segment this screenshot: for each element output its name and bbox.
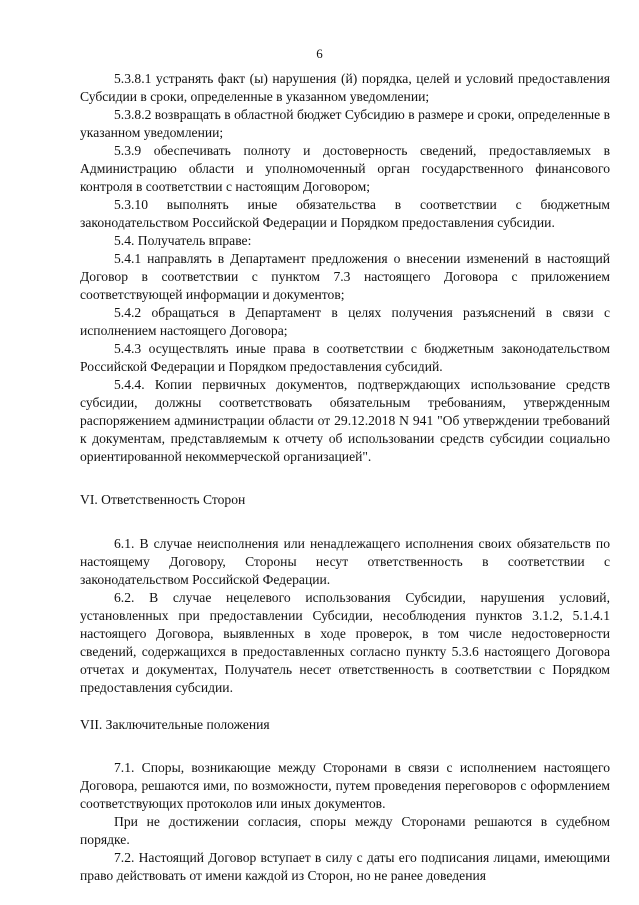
section-heading-final-provisions: VII. Заключительные положения — [80, 717, 270, 732]
paragraph: 5.4.1 направлять в Департамент предложения о внесении изменений в настоящий Договор в соответствии с пунктом 7.3 настоящего Договора с приложением соответствующей информации и документов; — [80, 251, 610, 302]
paragraph: 5.3.8.2 возвращать в областной бюджет Субсидию в размере и сроки, определенные в указанном уведомлении; — [80, 107, 610, 140]
paragraph: 5.4.3 осуществлять иные права в соответствии с бюджетным законодательством Российской Федерации и Порядком предоставления субсидий. — [80, 341, 610, 374]
paragraph: 6.2. В случае нецелевого использования Субсидии, нарушения условий, установленных при предоставлении Субсидии, несоблюдения пунктов 3.1.2, 5.1.4.1 настоящего Договора, выявленных в ходе проверок, в том числе недостоверности сведений, содержащихся в предоставленных согласно пункту 5.3.6 настоящего Договора отчетах и документах, Получатель несет ответственность в соответствии с Порядком предоставления субсидии. — [80, 590, 610, 695]
document-body — [80, 70, 610, 885]
paragraph: 5.4. Получатель вправе: — [114, 233, 252, 248]
paragraph: 5.3.9 обеспечивать полноту и достоверность сведений, предоставляемых в Администрацию области и уполномоченный орган государственного финансового контроля в соответствии с настоящим Договором; — [80, 143, 610, 194]
paragraph: 7.2. Настоящий Договор вступает в силу с даты его подписания лицами, имеющими право действовать от имени каждой из Сторон, но не ранее доведения — [80, 850, 610, 883]
section-heading-responsibility: VI. Ответственность Сторон — [80, 492, 246, 507]
paragraph: 6.1. В случае неисполнения или ненадлежащего исполнения своих обязательств по настоящему Договору, Стороны несут ответственность в соответствии с законодательством Российской Федерации. — [80, 536, 610, 587]
page-number: 6 — [316, 46, 323, 61]
paragraph: 5.4.2 обращаться в Департамент в целях получения разъяснений в связи с исполнением настоящего Договора; — [80, 305, 610, 338]
paragraph: 5.4.4. Копии первичных документов, подтверждающих использование средств субсидии, должны соответствовать обязательным требованиям, утвержденным распоряжением администрации области от 29.12.2018 N 941 "Об утверждении требований к документам, представляемым к отчету об использовании средств субсидии социально ориентированной некоммерческой организацией". — [80, 377, 610, 464]
paragraph: При не достижении согласия, споры между Сторонами решаются в судебном порядке. — [80, 814, 610, 847]
paragraph: 7.1. Споры, возникающие между Сторонами в связи с исполнением настоящего Договора, решаются ими, по возможности, путем проведения переговоров с оформлением соответствующих протоколов или иных документов. — [80, 760, 610, 811]
paragraph: 5.3.8.1 устранять факт (ы) нарушения (й) порядка, целей и условий предоставления Субсидии в сроки, определенные в указанном уведомлении; — [80, 71, 610, 104]
paragraph: 5.3.10 выполнять иные обязательства в соответствии с бюджетным законодательством Российской Федерации и Порядком предоставления субсидии. — [80, 197, 610, 230]
